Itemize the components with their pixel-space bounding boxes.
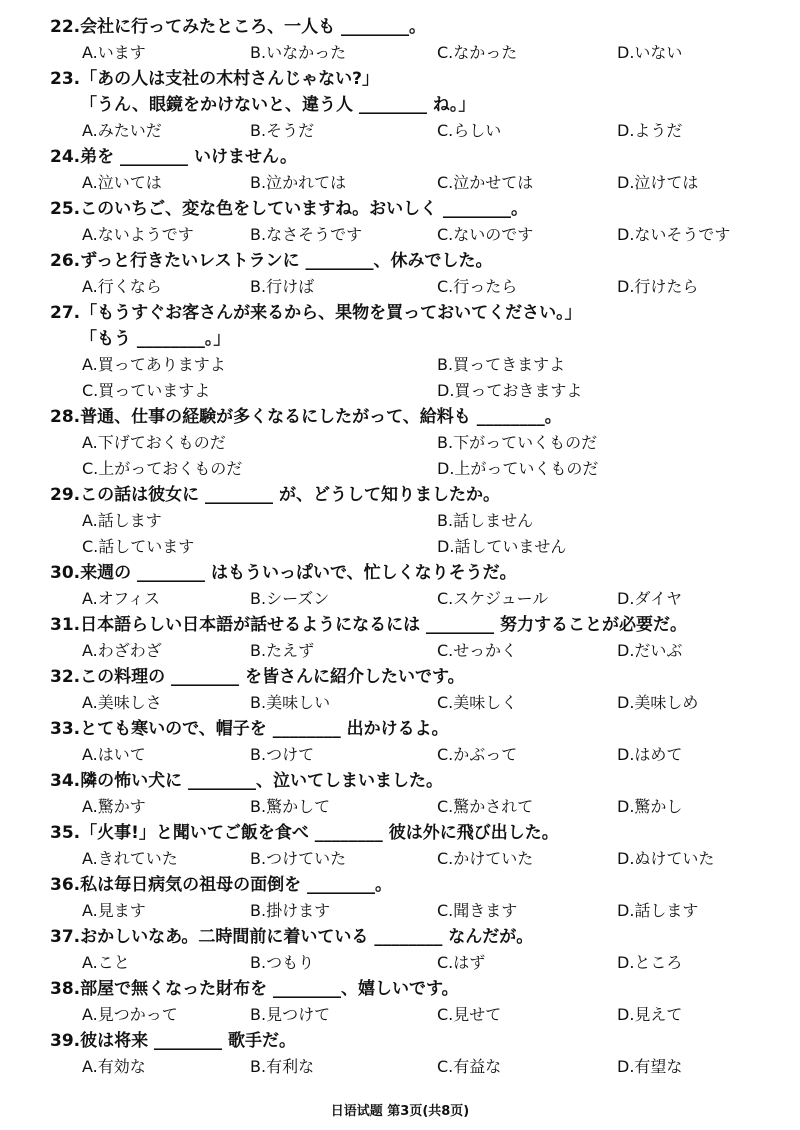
question-text: 38.部屋で無くなった財布を ________、嬉しいです。 bbox=[50, 979, 459, 999]
question-stem-row bbox=[0, 712, 800, 738]
answer-option[interactable]: B.つけて bbox=[250, 745, 315, 764]
answer-option[interactable]: B.美味しい bbox=[250, 693, 331, 712]
question-28 bbox=[0, 400, 800, 478]
answer-option[interactable]: C.泣かせては bbox=[437, 173, 534, 192]
question-stem-row bbox=[0, 868, 800, 894]
answer-option[interactable]: B.掛けます bbox=[250, 901, 331, 920]
question-stem-row bbox=[0, 972, 800, 998]
answer-option[interactable]: D.有望な bbox=[617, 1057, 683, 1076]
answer-option[interactable]: D.ダイヤ bbox=[617, 589, 683, 608]
options-row bbox=[0, 114, 800, 140]
options-row bbox=[0, 842, 800, 868]
question-stem-row bbox=[0, 660, 800, 686]
question-text: 28.普通、仕事の経験が多くなるにしたがって、給料も ________。 bbox=[50, 407, 562, 427]
answer-option[interactable]: C.上がっておくものだ bbox=[82, 459, 243, 478]
question-text: 35.「火事!」と聞いてご飯を食べ ________ 彼は外に飛び出した。 bbox=[50, 823, 559, 843]
question-26 bbox=[0, 244, 800, 296]
answer-option[interactable]: C.らしい bbox=[437, 121, 502, 140]
question-text: 29.この話は彼女に ________ が、どうして知りましたか。 bbox=[50, 485, 500, 505]
question-stem-row bbox=[0, 400, 800, 426]
question-27 bbox=[0, 296, 800, 400]
answer-option[interactable]: A.話します bbox=[82, 511, 162, 530]
options-row bbox=[0, 530, 800, 556]
options-row bbox=[0, 218, 800, 244]
question-stem-row bbox=[0, 244, 800, 270]
options-row bbox=[0, 166, 800, 192]
options-row bbox=[0, 998, 800, 1024]
question-33 bbox=[0, 712, 800, 764]
question-stem-row bbox=[0, 88, 800, 114]
answer-option[interactable]: A.います bbox=[82, 43, 146, 62]
answer-option[interactable]: C.かぶって bbox=[437, 745, 518, 764]
options-row bbox=[0, 504, 800, 530]
answer-option[interactable]: C.なかった bbox=[437, 43, 518, 62]
answer-option[interactable]: B.話しません bbox=[437, 511, 534, 530]
question-30 bbox=[0, 556, 800, 608]
answer-option[interactable]: A.ないようです bbox=[82, 225, 194, 244]
question-stem-row bbox=[0, 556, 800, 582]
answer-option[interactable]: B.買ってきますよ bbox=[437, 355, 566, 374]
options-row bbox=[0, 634, 800, 660]
answer-option[interactable]: D.ようだ bbox=[617, 121, 683, 140]
question-stem-row bbox=[0, 478, 800, 504]
question-text: 39.彼は将来 ________ 歌手だ。 bbox=[50, 1031, 296, 1051]
answer-option[interactable]: C.買っていますよ bbox=[82, 381, 211, 400]
question-text: 33.とても寒いので、帽子を ________ 出かけるよ。 bbox=[50, 719, 449, 739]
options-row bbox=[0, 374, 800, 400]
answer-option[interactable]: D.話します bbox=[617, 901, 699, 920]
answer-option[interactable]: D.はめて bbox=[617, 745, 683, 764]
answer-option[interactable]: C.かけていた bbox=[437, 849, 534, 868]
answer-option[interactable]: C.美味しく bbox=[437, 693, 518, 712]
question-stem-row bbox=[0, 608, 800, 634]
answer-option[interactable]: A.泣いては bbox=[82, 173, 162, 192]
question-stem-row bbox=[0, 296, 800, 322]
answer-option[interactable]: B.下がっていくものだ bbox=[437, 433, 598, 452]
answer-option[interactable]: B.驚かして bbox=[250, 797, 331, 816]
answer-option[interactable]: D.美味しめ bbox=[617, 693, 699, 712]
answer-option[interactable]: C.スケジュール bbox=[437, 589, 549, 608]
answer-option[interactable]: B.なさそうです bbox=[250, 225, 363, 244]
question-stem-row bbox=[0, 1024, 800, 1050]
question-stem-row bbox=[0, 10, 800, 36]
answer-option[interactable]: B.そうだ bbox=[250, 121, 315, 140]
answer-option[interactable]: A.見つかって bbox=[82, 1005, 178, 1024]
answer-option[interactable]: B.つけていた bbox=[250, 849, 347, 868]
question-35 bbox=[0, 816, 800, 868]
answer-option[interactable]: C.はず bbox=[437, 953, 486, 972]
question-34 bbox=[0, 764, 800, 816]
question-text: 「うん、眼鏡をかけないと、違う人 ________ ね。」 bbox=[80, 95, 476, 115]
answer-option[interactable]: A.みたいだ bbox=[82, 121, 162, 140]
question-text: 24.弟を ________ いけません。 bbox=[50, 147, 297, 167]
answer-option[interactable]: C.有益な bbox=[437, 1057, 502, 1076]
answer-option[interactable]: C.聞きます bbox=[437, 901, 518, 920]
answer-option[interactable]: D.買っておきますよ bbox=[437, 381, 583, 400]
question-text: 27.「もうすぐお客さんが来るから、果物を買っておいてください。」 bbox=[50, 303, 582, 323]
question-38 bbox=[0, 972, 800, 1024]
answer-option[interactable]: C.せっかく bbox=[437, 641, 517, 660]
answer-option[interactable]: C.見せて bbox=[437, 1005, 502, 1024]
question-31 bbox=[0, 608, 800, 660]
options-row bbox=[0, 738, 800, 764]
question-stem-row bbox=[0, 920, 800, 946]
question-23 bbox=[0, 62, 800, 140]
answer-option[interactable]: D.いない bbox=[617, 43, 683, 62]
question-text: 37.おかしいなあ。二時間前に着いている ________ なんだが。 bbox=[50, 927, 534, 947]
answer-option[interactable]: A.有効な bbox=[82, 1057, 146, 1076]
question-25 bbox=[0, 192, 800, 244]
question-text: 30.来週の ________ はもういっぱいで、忙しくなりそうだ。 bbox=[50, 563, 517, 583]
answer-option[interactable]: C.行ったら bbox=[437, 277, 518, 296]
question-text: 22.会社に行ってみたところ、一人も ________。 bbox=[50, 17, 427, 37]
answer-option[interactable]: A.買ってありますよ bbox=[82, 355, 226, 374]
answer-option[interactable]: D.話していません bbox=[437, 537, 567, 556]
question-text: 32.この料理の ________ を皆さんに紹介したいです。 bbox=[50, 667, 465, 687]
question-text: 「もう ________。」 bbox=[80, 329, 231, 349]
options-row bbox=[0, 686, 800, 712]
options-row bbox=[0, 36, 800, 62]
question-stem-row bbox=[0, 816, 800, 842]
answer-option[interactable]: A.驚かす bbox=[82, 797, 146, 816]
answer-option[interactable]: A.オフィス bbox=[82, 589, 160, 608]
question-24 bbox=[0, 140, 800, 192]
options-row bbox=[0, 452, 800, 478]
question-stem-row bbox=[0, 192, 800, 218]
question-stem-row bbox=[0, 322, 800, 348]
page-footer: 日语试题 第3页(共8页) bbox=[330, 1104, 470, 1119]
question-list bbox=[0, 10, 800, 1076]
answer-option[interactable]: B.有利な bbox=[250, 1057, 315, 1076]
answer-option[interactable]: D.泣けては bbox=[617, 173, 699, 192]
question-37 bbox=[0, 920, 800, 972]
answer-option[interactable]: A.行くなら bbox=[82, 277, 162, 296]
question-39 bbox=[0, 1024, 800, 1076]
answer-option[interactable]: A.はいて bbox=[82, 745, 146, 764]
answer-option[interactable]: A.下げておくものだ bbox=[82, 433, 226, 452]
question-22 bbox=[0, 10, 800, 62]
answer-option[interactable]: B.つもり bbox=[250, 953, 315, 972]
question-stem-row bbox=[0, 140, 800, 166]
question-text: 23.「あの人は支社の木村さんじゃない?」 bbox=[50, 69, 379, 89]
answer-option[interactable]: D.行けたら bbox=[617, 277, 699, 296]
answer-option[interactable]: B.シーズン bbox=[250, 589, 330, 608]
answer-option[interactable]: D.ぬけていた bbox=[617, 849, 715, 868]
options-row bbox=[0, 348, 800, 374]
question-text: 34.隣の怖い犬に ________、泣いてしまいました。 bbox=[50, 771, 444, 791]
answer-option[interactable]: B.行けば bbox=[250, 277, 315, 296]
answer-option[interactable]: B.見つけて bbox=[250, 1005, 331, 1024]
answer-option[interactable]: A.きれていた bbox=[82, 849, 178, 868]
answer-option[interactable]: D.ないそうです bbox=[617, 225, 731, 244]
answer-option[interactable]: A.わざわざ bbox=[82, 641, 162, 660]
question-text: 25.このいちご、変な色をしていますね。おいしく ________。 bbox=[50, 199, 529, 219]
options-row bbox=[0, 582, 800, 608]
answer-option[interactable]: A.美味しさ bbox=[82, 693, 162, 712]
question-stem-row bbox=[0, 764, 800, 790]
options-row bbox=[0, 946, 800, 972]
answer-option[interactable]: D.ところ bbox=[617, 953, 683, 972]
answer-option[interactable]: B.泣かれては bbox=[250, 173, 347, 192]
answer-option[interactable]: C.話しています bbox=[82, 537, 195, 556]
question-32 bbox=[0, 660, 800, 712]
answer-option[interactable]: A.見ます bbox=[82, 901, 146, 920]
answer-option[interactable]: D.驚かし bbox=[617, 797, 683, 816]
answer-option[interactable]: B.いなかった bbox=[250, 43, 347, 62]
question-36 bbox=[0, 868, 800, 920]
question-text: 36.私は毎日病気の祖母の面倒を ________。 bbox=[50, 875, 393, 895]
options-row bbox=[0, 1050, 800, 1076]
answer-option[interactable]: D.見えて bbox=[617, 1005, 683, 1024]
options-row bbox=[0, 894, 800, 920]
answer-option[interactable]: C.驚かされて bbox=[437, 797, 534, 816]
question-29 bbox=[0, 478, 800, 556]
options-row bbox=[0, 790, 800, 816]
answer-option[interactable]: D.だいぶ bbox=[617, 641, 683, 660]
question-stem-row bbox=[0, 62, 800, 88]
options-row bbox=[0, 426, 800, 452]
answer-option[interactable]: B.たえず bbox=[250, 641, 315, 660]
answer-option[interactable]: D.上がっていくものだ bbox=[437, 459, 599, 478]
options-row bbox=[0, 270, 800, 296]
answer-option[interactable]: A.こと bbox=[82, 953, 130, 972]
answer-option[interactable]: C.ないのです bbox=[437, 225, 534, 244]
question-text: 26.ずっと行きたいレストランに ________、休みでした。 bbox=[50, 251, 493, 271]
question-text: 31.日本語らしい日本語が話せるようになるには ________ 努力することが必要だ。 bbox=[50, 615, 687, 635]
